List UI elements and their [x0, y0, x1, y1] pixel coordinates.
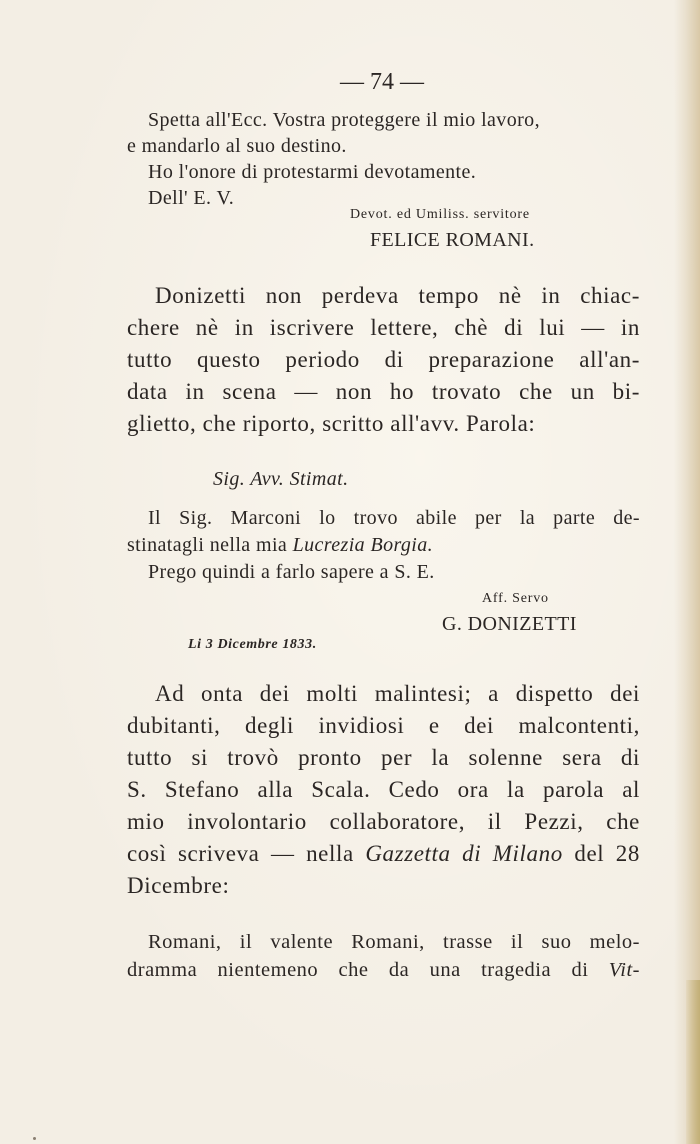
- page-edge-shadow: [674, 0, 700, 1144]
- letter2-line2-text: stinatagli nella mia: [127, 534, 288, 556]
- para2-line3: tutto si trovò pronto per la solenne sera di: [127, 745, 640, 770]
- para3-line1: Romani, il valente Romani, trasse il suo melo-: [148, 931, 640, 953]
- para2-line2: dubitanti, degli invidiosi e dei malcontenti,: [127, 713, 640, 738]
- letter1-line4: Dell' E. V.: [148, 187, 235, 209]
- para1-line2: chere nè in iscrivere lettere, chè di lui — in: [127, 315, 640, 340]
- letter2-salutation: Sig. Avv. Stimat.: [213, 468, 349, 490]
- para1-line3: tutto questo periodo di preparazione all'an-: [127, 347, 640, 372]
- para2-line6-text: così scriveva — nella: [127, 841, 354, 866]
- letter2-date: Li 3 Dicembre 1833.: [188, 637, 317, 652]
- newspaper-title: Gazzetta di Milano: [365, 841, 563, 866]
- letter2-signature: G. DONIZETTI: [442, 613, 577, 635]
- para1-line4: data in scena — non ho trovato che un bi-: [127, 379, 640, 404]
- letter1-line3: Ho l'onore di protestarmi devotamente.: [148, 161, 477, 183]
- letter2-line1: Il Sig. Marconi lo trovo abile per la parte de-: [148, 507, 640, 529]
- para2-line1: Ad onta dei molti malintesi; a dispetto dei: [155, 681, 640, 706]
- letter1-signature: FELICE ROMANI.: [370, 229, 535, 251]
- para2-line7: Dicembre:: [127, 873, 230, 898]
- speck: [33, 1137, 36, 1140]
- opera-title: Lucrezia Borgia.: [292, 534, 434, 556]
- para1-line5: glietto, che riporto, scritto all'avv. Parola:: [127, 411, 536, 436]
- page-edge-stain: [686, 980, 700, 1144]
- para2-line6: [127, 842, 640, 865]
- para3-line2-end: Vit-: [608, 959, 640, 981]
- letter2-line3: Prego quindi a farlo sapere a S. E.: [148, 561, 435, 583]
- letter2-line2: [127, 535, 433, 555]
- para2-line5: mio involontario collaboratore, il Pezzi, che: [127, 809, 640, 834]
- letter1-closing: Devot. ed Umiliss. servitore: [350, 207, 530, 222]
- letter1-line2: e mandarlo al suo destino.: [127, 135, 347, 157]
- para3-line2-text: dramma nientemeno che da una tragedia di: [127, 959, 589, 981]
- letter1-line1: Spetta all'Ecc. Vostra proteggere il mio lavoro,: [148, 109, 540, 131]
- letter2-closing: Aff. Servo: [482, 591, 549, 606]
- para1-line1: Donizetti non perdeva tempo nè in chiac-: [155, 283, 640, 308]
- para3-line2: [127, 960, 640, 981]
- para2-line4: S. Stefano alla Scala. Cedo ora la parola al: [127, 777, 640, 802]
- page-number: — 74 —: [340, 69, 424, 95]
- para2-line6-end: del 28: [574, 841, 641, 866]
